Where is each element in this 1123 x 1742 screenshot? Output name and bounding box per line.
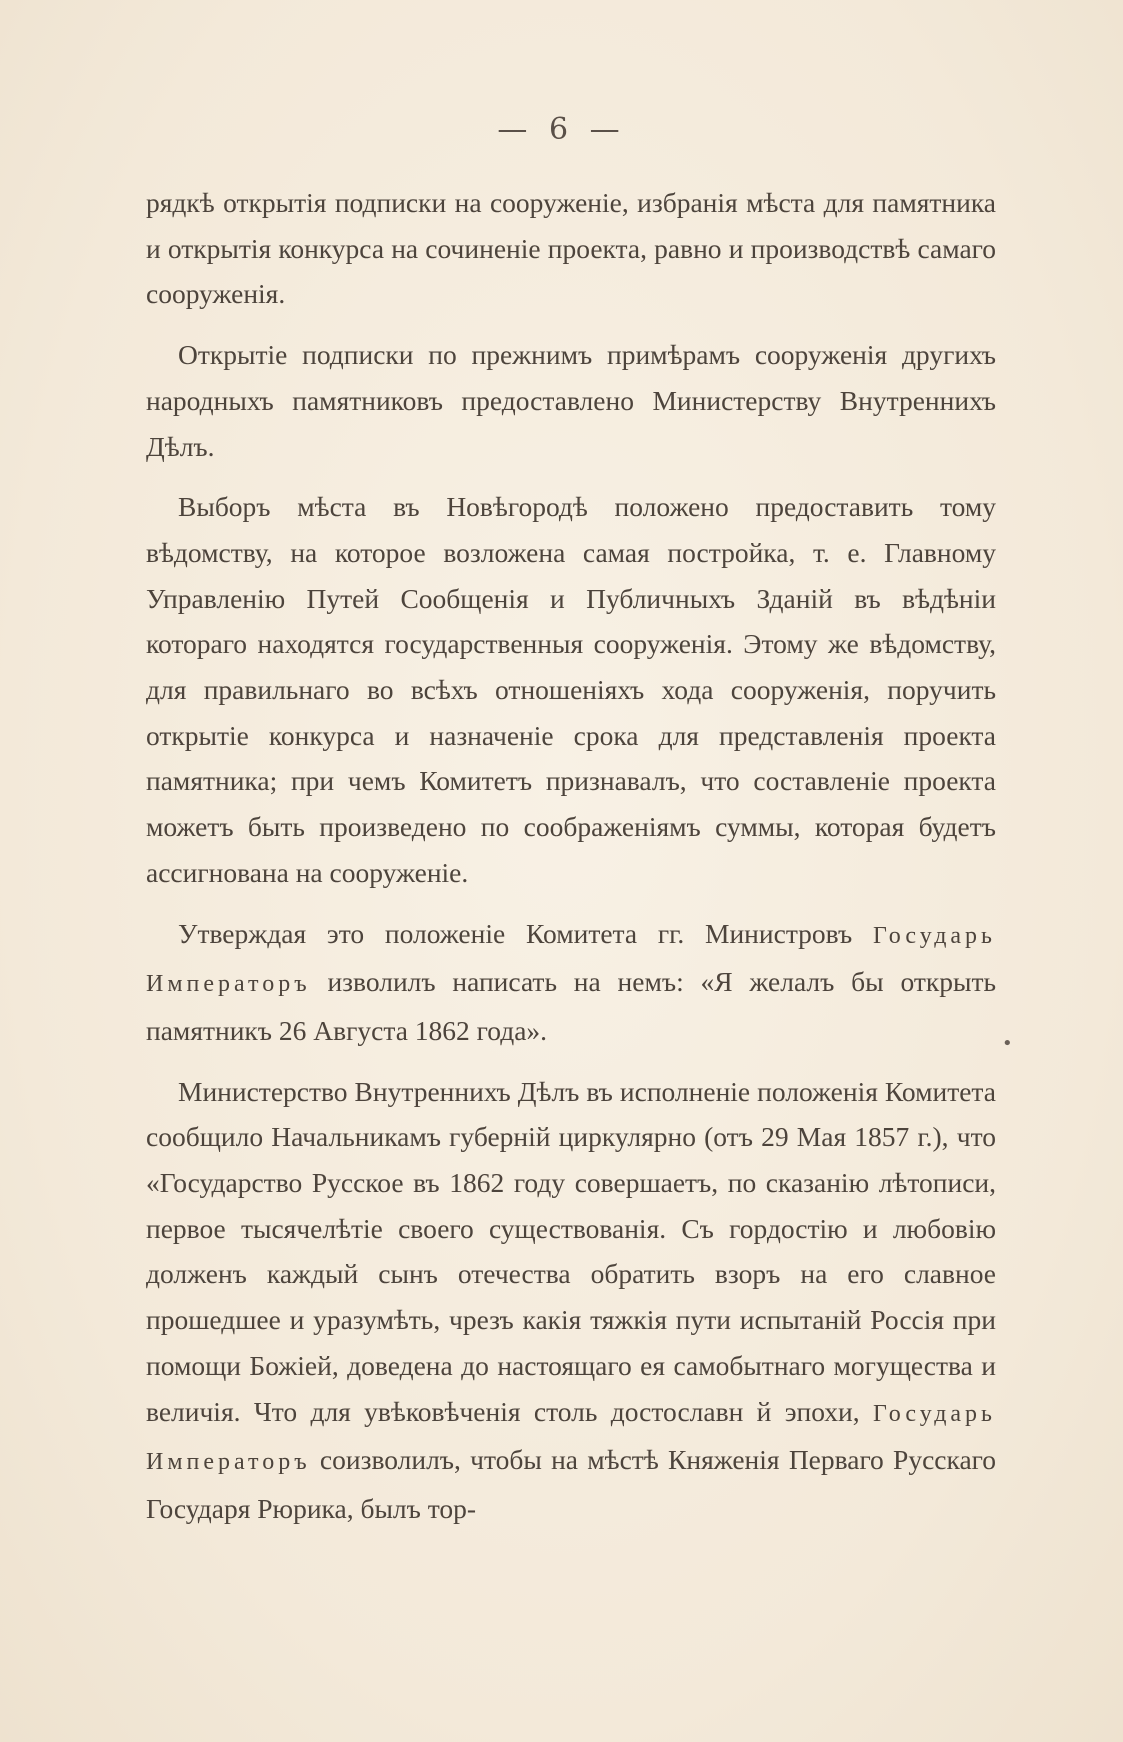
sovereign-title: Государь Императоръ [146,922,996,998]
paragraph-2: Открытіе подписки по прежнимъ примѣрамъ сооруженія другихъ народныхъ памятниковъ предоставлено Министерству Внутреннихъ Дѣлъ. [146,339,996,462]
paragraph-3: Выборъ мѣста въ Новѣгородѣ положено предоставить тому вѣдомству, на которое возложена самая постройка, т. е. Главному Управленію Путей Сообщенія и Публичныхъ Зданій въ вѣдѣніи котораго находятся государственныя сооруженія. Этому же вѣдомству, для правильнаго во всѣхъ отношеніяхъ хода сооруженія, поручить открытіе конкурса и назначеніе срока для представленія проекта памятника; при чемъ Комитетъ признавалъ, что составленіе проекта можетъ быть произведено по соображеніямъ суммы, которая будетъ ассигнована на сооруженіе. [146,491,996,888]
body-text [146,180,996,1547]
paragraph-4 [146,911,996,1054]
paragraph-4-part-2: изволилъ написать на немъ: «Я желалъ бы открыть памятникъ 26 Августа 1862 года». [146,966,996,1046]
margin-mark: • [1002,1033,1013,1054]
paragraph-5-part-1: Министерство Внутреннихъ Дѣлъ въ исполненіе положенія Комитета сообщило Начальникамъ губерній циркулярно (отъ 29 Мая 1857 г.), что «Государство Русское въ 1862 году совершаетъ, по сказанію лѣтописи, первое тысячелѣтіе своего существованія. Съ гордостію и любовію долженъ каждый сынъ отечества обратить взоръ на его славное прошедшее и уразумѣть, чрезъ какія тяжкія пути испытаній Россія при помощи Божіей, доведена до настоящаго ея самобытнаго могущества и величія. Что для увѣковѣченія столь достославн й эпохи, [146,1075,996,1427]
page-number: — 6 — [497,112,626,147]
paragraph-5-part-2: соизволилъ, чтобы на мѣстѣ Княженія Перваго Русскаго Государя Рюрика, былъ тор- [146,1444,997,1524]
paragraph-4-part-1: Утверждая это положеніе Комитета гг. Министровъ [178,917,853,949]
paragraph-1: рядкѣ открытія подписки на сооруженіе, избранія мѣста для памятника и открытія конкурса на сочиненіе проекта, равно и производствѣ самаго сооруженія. [146,187,996,310]
paragraph-5 [146,1069,996,1532]
sovereign-title: Государь Императоръ [146,1400,996,1476]
